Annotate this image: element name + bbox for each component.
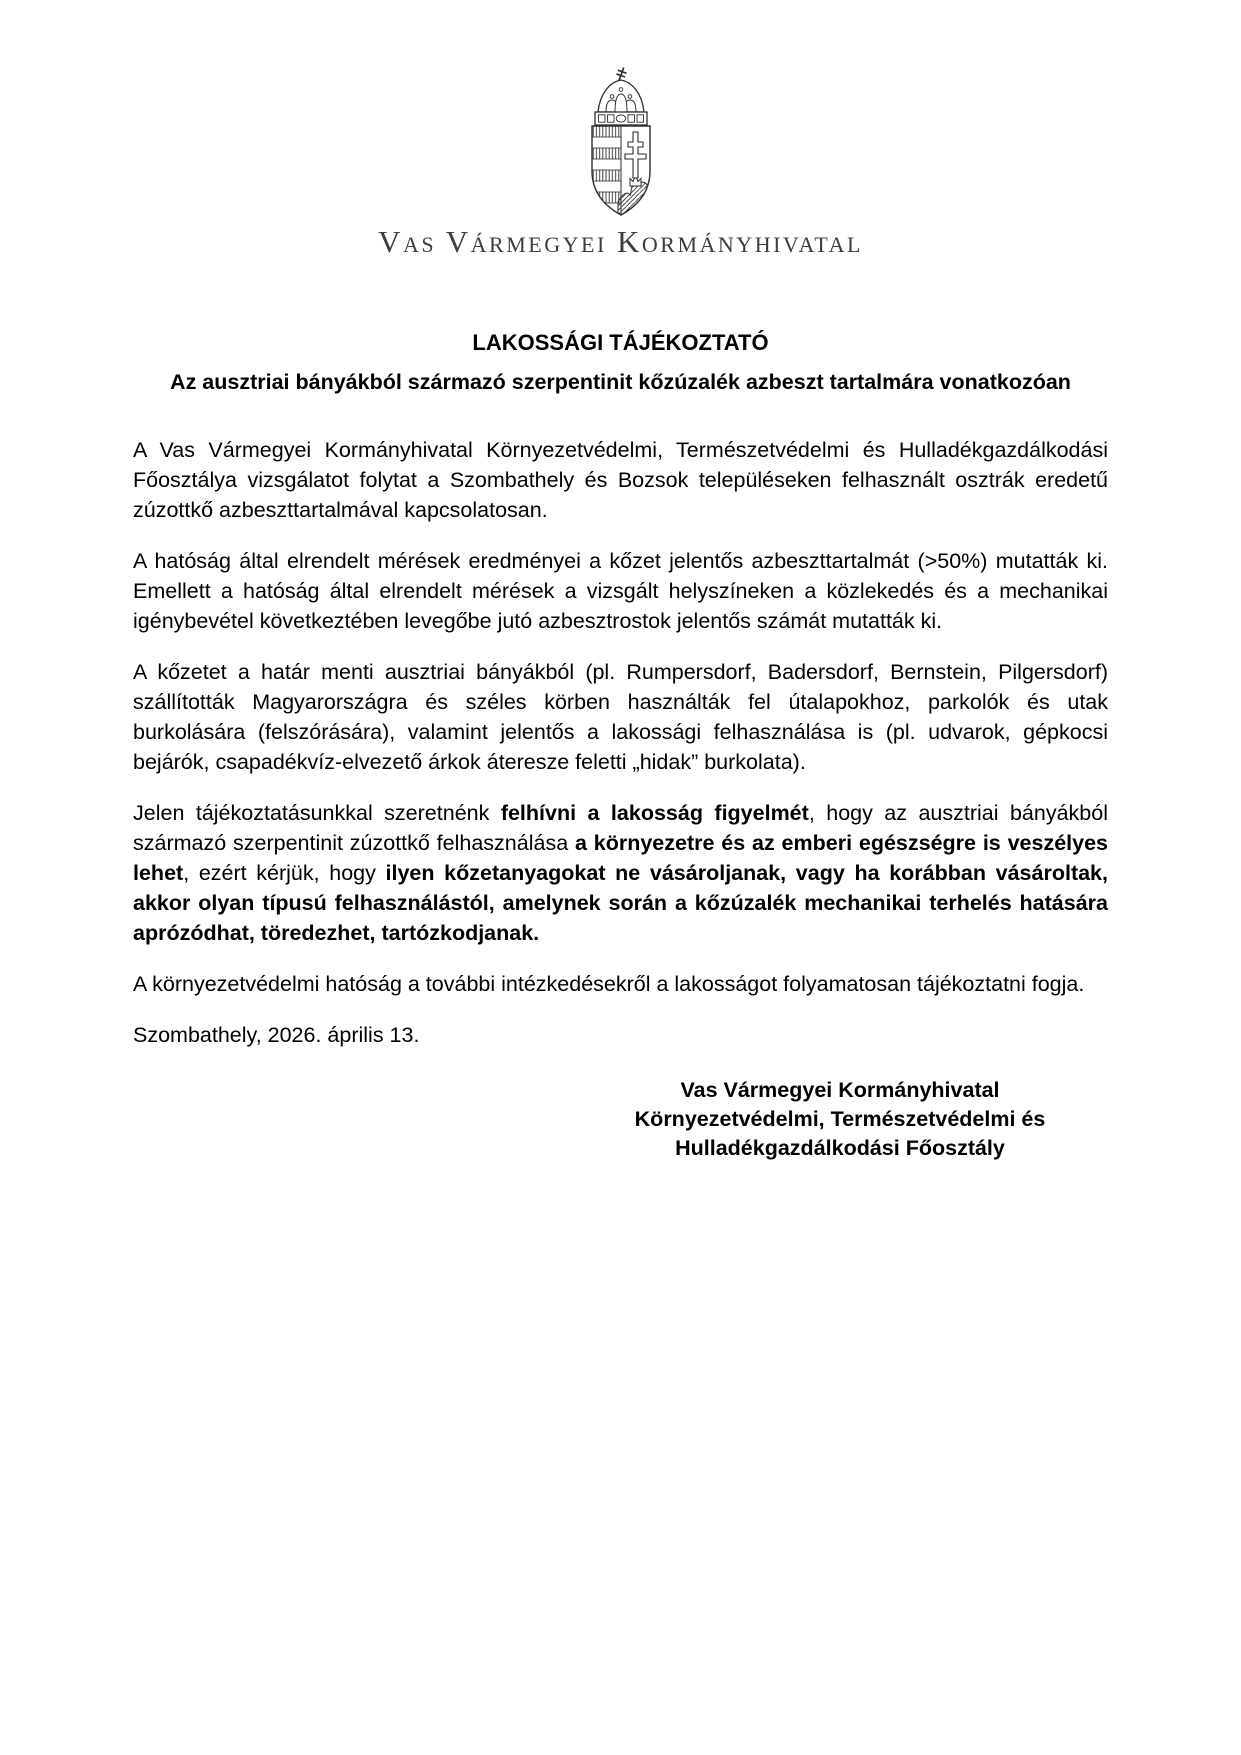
text-run: , ezért kérjük, hogy [183,861,386,885]
signature-line: Hulladékgazdálkodási Főosztály [675,1136,1005,1160]
text-run: A kőzetet a határ menti ausztriai bányákból (pl. Rumpersdorf, Badersdorf, Bernstein, Pilgersdorf) szállították Magyarországra és széles körben használták fel útalapokhoz, parkolók és utak burkolására (felszórására), valamint jelentős a lakossági felhasználása is (pl. udvarok, gépkocsi bejárók, csapadékvíz-elvezető árkok áteresze feletti „hidak” burkolata). [133,660,1108,774]
document-subtitle: Az ausztriai bányákból származó szerpentinit kőzúzalék azbeszt tartalmára vonatkozóan [170,370,1071,394]
letterhead [133,66,1108,260]
hungarian-coat-of-arms-icon [582,66,660,218]
text-run: A hatóság által elrendelt mérések eredményei a kőzet jelentős azbeszttartalmát (>50%) mutatták ki. Emellett a hatóság által elrendelt mérések a vizsgált helyszíneken a közlekedés és a mechanikai igénybevétel következtében levegőbe jutó azbesztrostok jelentős számát mutatták ki. [133,549,1108,633]
signature-line: Környezetvédelmi, Természetvédelmi és [634,1107,1046,1131]
bold-text-run: ilyen kőzetanyagokat ne vásároljanak, vagy ha korábban vásároltak, akkor olyan típusú felhasználástól, amelynek során a kőzúzalék mechanikai terhelés hatására aprózódhat, töredezhet, tartózkodjanak. [133,861,1108,945]
signature-block [630,1076,1050,1163]
text-run: , hogy az ausztriai bányákból származó szerpentinit zúzottkő felhasználása [133,801,1108,855]
bold-text-run: a környezetre és az emberi egészségre is veszélyes lehet [133,831,1109,885]
text-run: Jelen tájékoztatásunkkal szeretnénk [133,801,501,825]
text-run: A Vas Vármegyei Kormányhivatal Környezetvédelmi, Természetvédelmi és Hulladékgazdálkodási Főosztálya vizsgálatot folytat a Szombathely és Bozsok településeken felhasznált osztrák eredetű zúzottkő azbeszttartalmával kapcsolatosan. [133,438,1108,522]
signature-line: Vas Vármegyei Kormányhivatal [680,1078,1000,1102]
organization-name: Vas Vármegyei Kormányhivatal [378,224,863,259]
date-line: Szombathely, 2026. április 13. [133,1023,420,1047]
body-paragraph [133,969,1108,999]
body-paragraph [133,657,1108,777]
body-paragraph [133,546,1108,636]
document-title: LAKOSSÁGI TÁJÉKOZTATÓ [472,330,769,355]
text-run: A környezetvédelmi hatóság a további intézkedésekről a lakosságot folyamatosan tájékoztatni fogja. [133,972,1085,996]
body-paragraph [133,435,1108,525]
bold-text-run: felhívni a lakosság figyelmét [500,801,809,825]
body-paragraph [133,798,1108,948]
document-body [133,435,1108,999]
